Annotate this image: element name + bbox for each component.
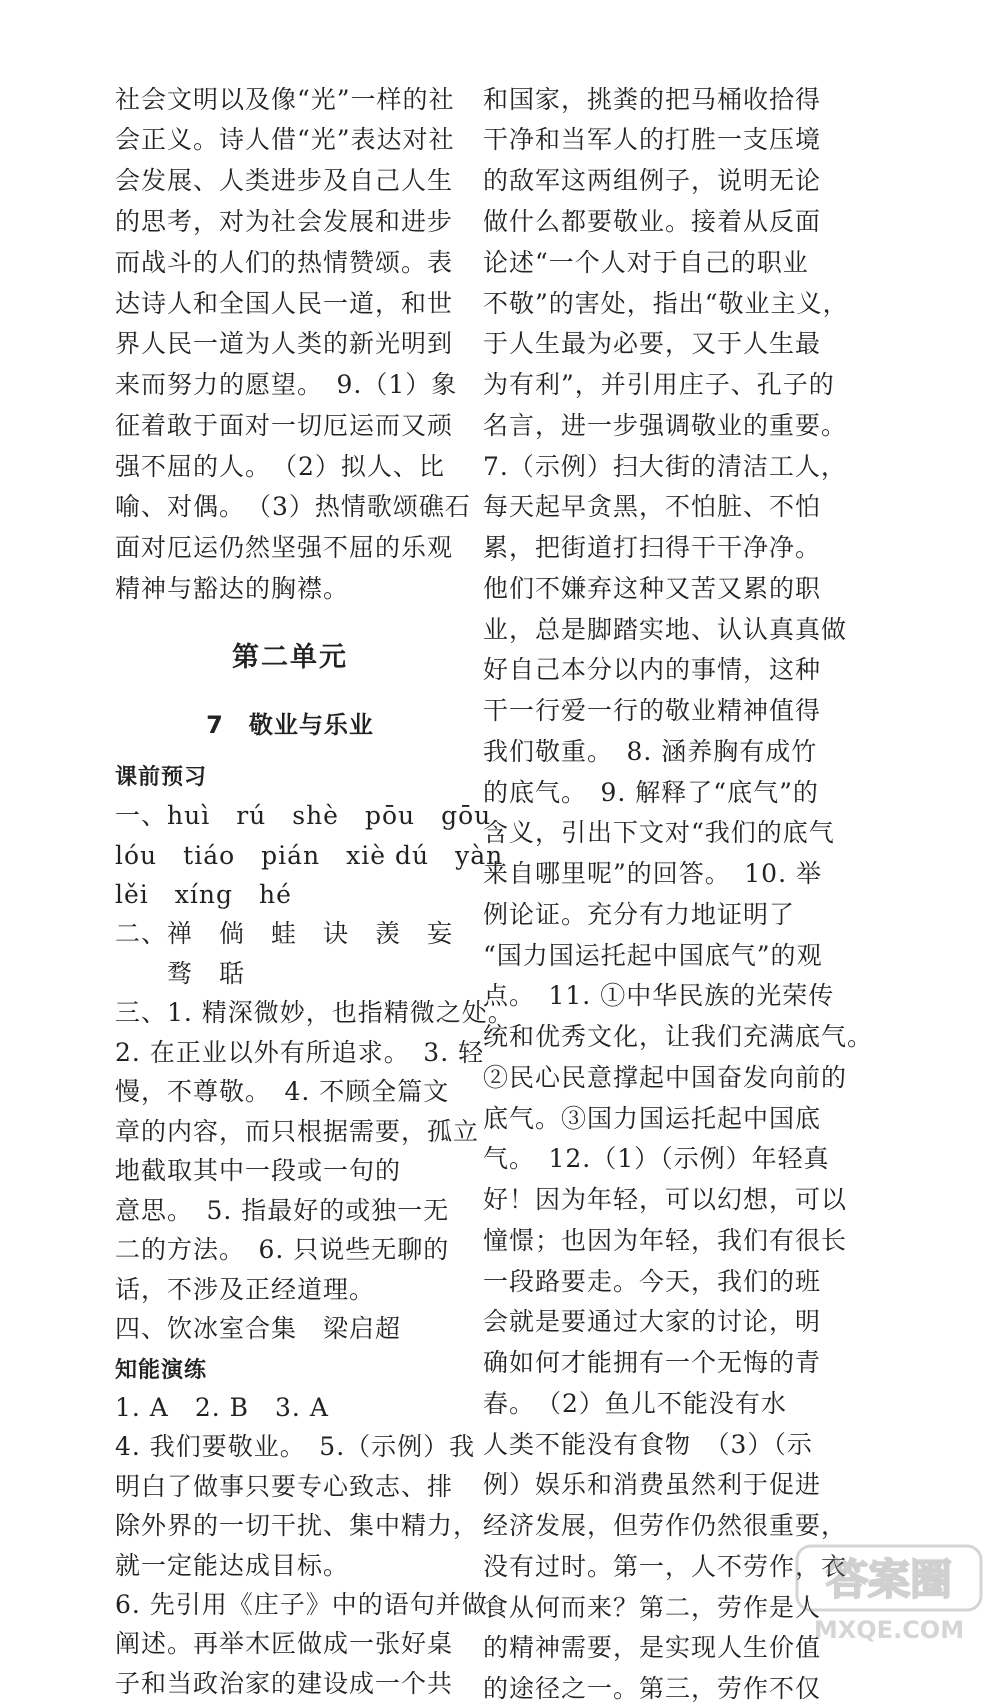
text-line: 达诗人和全国人民一道，和世: [115, 289, 454, 318]
text-line: 干净和当军人的打胜一支压境: [483, 125, 822, 154]
text-line: 春。 （2）鱼儿不能没有水: [483, 1389, 787, 1418]
text-line: 例）娱乐和消费虽然利于促进: [483, 1470, 822, 1499]
text-line: 二的方法。 6. 只说些无聊的: [115, 1235, 450, 1264]
text-line: 1. A 2. B 3. A: [115, 1393, 329, 1422]
text-line: 和国家，挑粪的把马桶收拾得: [483, 85, 822, 114]
text-line: 骛 聒: [115, 959, 246, 988]
text-line: lěi xíng hé: [115, 880, 292, 909]
text-line: 会正义。诗人借“光”表达对社: [115, 125, 455, 154]
text-line: 含义，引出下文对“我们的底气: [483, 818, 835, 847]
text-line: “国力国运托起中国底气”的观: [483, 941, 823, 970]
text-line: 来自哪里呢”的回答。 10. 举: [483, 859, 822, 888]
text-line: 食从何而来？第二，劳作是人: [483, 1593, 822, 1622]
text-line: 7.（示例）扫大街的清洁工人，: [483, 452, 847, 481]
watermark-logo: [783, 1538, 995, 1648]
text-line: 干一行爱一行的敬业精神值得: [483, 696, 822, 725]
text-line: 做什么都要敬业。接着从反面: [483, 207, 822, 236]
text-line: 为有利”，并引用庄子、孔子的: [483, 370, 835, 399]
text-line: 4. 我们要敬业。 5.（示例）我: [115, 1432, 476, 1461]
text-line: 而战斗的人们的热情赞颂。表: [115, 248, 454, 277]
text-line: 于人生最为必要，又于人生最: [483, 329, 822, 358]
text-line: 的精神需要，是实现人生价值: [483, 1633, 822, 1662]
watermark-text: 答案圈: [825, 1555, 953, 1604]
text-line: 征着敢于面对一切厄运而又顽: [115, 411, 454, 440]
text-line: 章的内容，而只根据需要，孤立: [115, 1117, 480, 1146]
text-line: 界人民一道为人类的新光明到: [115, 329, 454, 358]
text-line: 精神与豁达的胸襟。: [115, 574, 350, 603]
text-line: 慢，不尊敬。 4. 不顾全篇文: [115, 1077, 450, 1106]
text-line: 的思考，对为社会发展和进步: [115, 207, 454, 236]
text-line: 强不屈的人。 （2）拟人、比: [115, 452, 445, 481]
text-line: 一、huì rú shè pōu gōu: [115, 801, 492, 830]
text-line: 的途径之一。第三，劳作不仅: [483, 1674, 822, 1703]
text-line: 2. 在正业以外有所追求。 3. 轻: [115, 1038, 485, 1067]
text-line: 人类不能没有食物 （3）（示: [483, 1430, 813, 1459]
text-line: 会就是要通过大家的讨论，明: [483, 1307, 822, 1336]
text-line: 的敌军这两组例子，说明无论: [483, 166, 822, 195]
text-line: 每天起早贪黑，不怕脏、不怕: [483, 492, 822, 521]
text-line: 喻、对偶。 （3）热情歌颂礁石: [115, 492, 471, 521]
text-line: 社会文明以及像“光”一样的社: [115, 85, 455, 114]
text-line: 累，把街道打扫得干干净净。: [483, 533, 822, 562]
text-line: 确如何才能拥有一个无悔的青: [483, 1348, 822, 1377]
text-line: lóu tiáo pián xiè dú yàn: [115, 841, 504, 870]
text-line: 二、禅 倘 蛙 诀 羡 妄: [115, 919, 454, 948]
text-line: 我们敬重。 8. 涵养胸有成竹: [483, 737, 818, 766]
text-line: 明白了做事只要专心致志、排: [115, 1472, 454, 1501]
text-line: 憧憬；也因为年轻，我们有很长: [483, 1226, 848, 1255]
text-line: 6. 先引用《庄子》中的语句并做: [115, 1590, 488, 1619]
text-line: 好！因为年轻，可以幻想，可以: [483, 1185, 848, 1214]
section-heading-preview: 课前预习: [115, 765, 208, 790]
text-line: 意思。 5. 指最好的或独一无: [115, 1196, 450, 1225]
text-line: 业，总是脚踏实地、认认真真做: [483, 615, 848, 644]
text-line: 好自己本分以内的事情，这种: [483, 655, 822, 684]
text-line: 面对厄运仍然坚强不屈的乐观: [115, 533, 454, 562]
lesson-title: 7 敬业与乐业: [206, 711, 374, 739]
text-line: 会发展、人类进步及自己人生: [115, 166, 454, 195]
text-line: 就一定能达成目标。: [115, 1551, 350, 1580]
text-line: 经济发展，但劳作仍然很重要，: [483, 1511, 848, 1540]
text-line: 话，不涉及正经道理。: [115, 1275, 376, 1304]
text-line: 除外界的一切干扰、集中精力，: [115, 1511, 480, 1540]
text-line: 子和当政治家的建设成一个共: [115, 1669, 454, 1698]
section-heading-practice: 知能演练: [115, 1358, 208, 1383]
text-line: 阐述。再举木匠做成一张好桌: [115, 1629, 454, 1658]
text-line: 气。 12.（1）（示例）年轻真: [483, 1144, 830, 1173]
text-line: 例论证。充分有力地证明了: [483, 900, 796, 929]
watermark-url: MXQE.COM: [813, 1616, 965, 1644]
watermark-graphic: [783, 1538, 995, 1648]
text-line: 没有过时。第一，人不劳作，衣: [483, 1552, 848, 1581]
text-line: 点。 11. ①中华民族的光荣传: [483, 981, 835, 1010]
text-line: 地截取其中一段或一句的: [115, 1156, 402, 1185]
text-line: 的底气。 9. 解释了“底气”的: [483, 778, 819, 807]
text-line: 统和优秀文化，让我们充满底气。: [483, 1022, 874, 1051]
text-line: ②民心民意撑起中国奋发向前的: [483, 1063, 848, 1092]
text-line: 不敬”的害处，指出“敬业主义，: [483, 289, 849, 318]
text-line: 他们不嫌弃这种又苦又累的职: [483, 574, 822, 603]
text-line: 三、1. 精深微妙，也指精微之处。: [115, 998, 514, 1027]
text-line: 论述“一个人对于自己的职业: [483, 248, 809, 277]
text-line: 四、饮冰室合集 梁启超: [115, 1314, 402, 1343]
unit-title: 第二单元: [232, 642, 348, 673]
text-line: 来而努力的愿望。 9.（1）象: [115, 370, 458, 399]
text-line: 一段路要走。今天，我们的班: [483, 1267, 822, 1296]
text-line: 底气。③国力国运托起中国底: [483, 1104, 822, 1133]
text-line: 名言，进一步强调敬业的重要。: [483, 411, 848, 440]
